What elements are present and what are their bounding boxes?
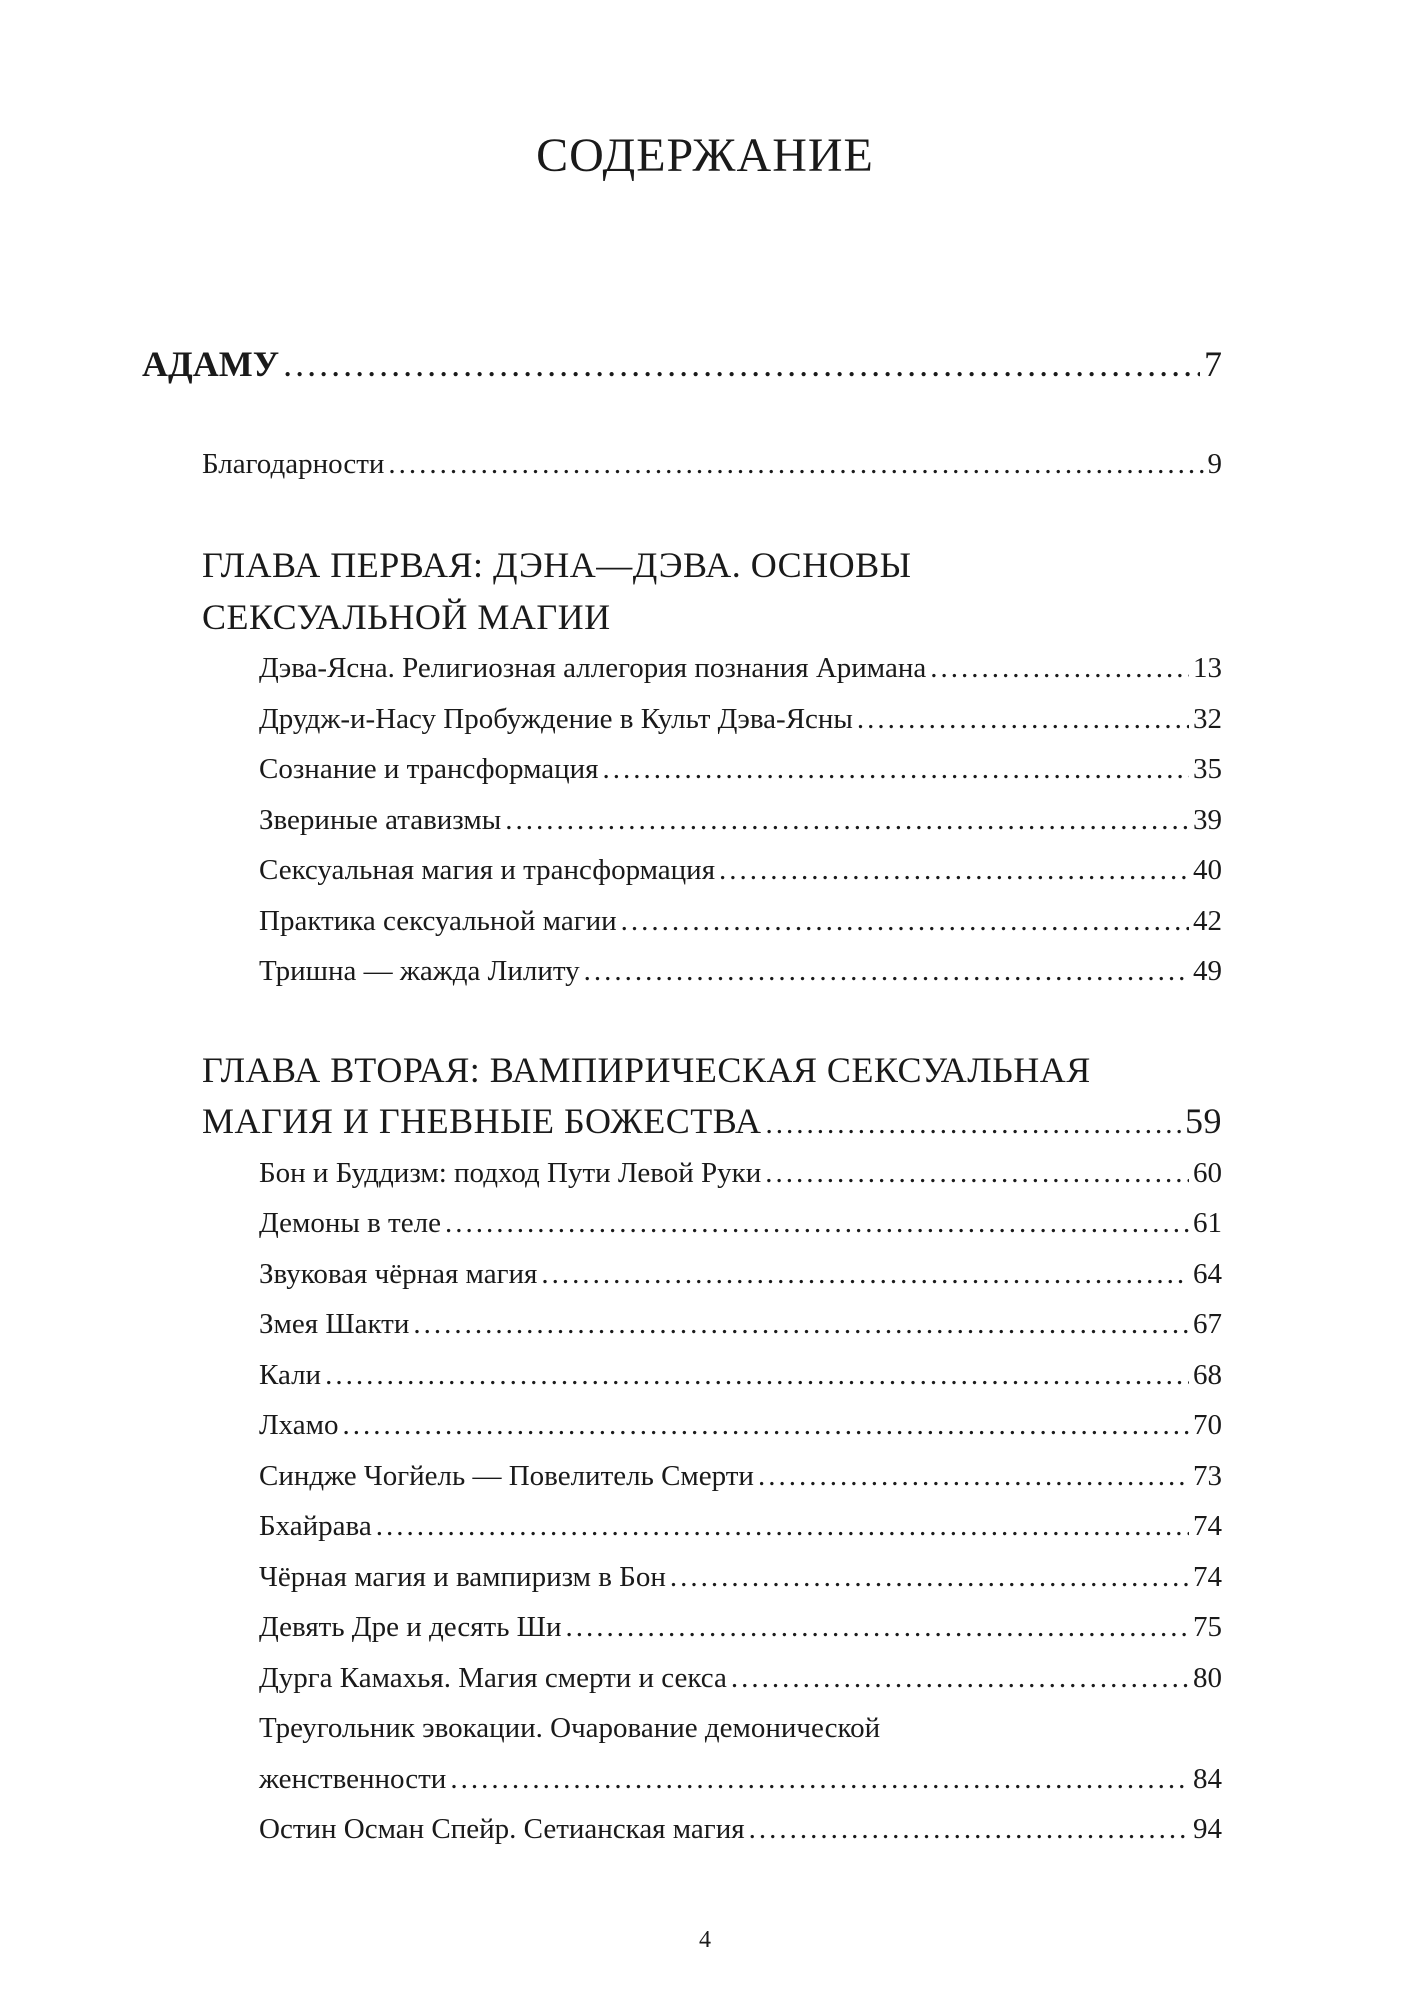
toc-page-number: 74 [1193,1510,1222,1542]
leader-dots [731,1662,1189,1695]
toc-entry[interactable] [259,1258,1222,1291]
toc-entry-label: Бхайрава [259,1510,372,1542]
toc-entry-label: Остин Осман Спейр. Сетианская магия [259,1813,745,1845]
toc-entry[interactable] [259,804,1222,837]
page-number: 4 [699,1927,711,1953]
toc-page-number: 42 [1193,905,1222,937]
toc-entry-label: Сексуальная магия и трансформация [259,854,716,886]
toc-entry[interactable] [259,1460,1222,1493]
leader-dots [584,955,1189,988]
toc-page-number: 59 [1185,1101,1222,1141]
toc-entry[interactable] [259,854,1222,887]
leader-dots [283,343,1200,385]
leader-dots [376,1510,1189,1543]
toc-entry-label: Бон и Буддизм: подход Пути Левой Руки [259,1157,762,1189]
leader-dots [445,1207,1189,1240]
toc-entry-label: Чёрная магия и вампиризм в Бон [259,1561,666,1593]
toc-page-number: 32 [1193,703,1222,735]
toc-entry[interactable] [259,1662,1222,1695]
toc-entry[interactable] [259,753,1222,786]
toc-entry-adamu[interactable] [142,343,1222,385]
toc-page-number: 73 [1193,1460,1222,1492]
toc-entry-label: Дурга Камахья. Магия смерти и секса [259,1662,727,1694]
toc-entry-triangle-line-2[interactable] [259,1763,1222,1796]
toc-entry-label: МАГИЯ И ГНЕВНЫЕ БОЖЕСТВА [202,1101,762,1141]
toc-entry[interactable] [259,905,1222,938]
toc-page-number: 75 [1193,1611,1222,1643]
leader-dots [765,1157,1189,1190]
leader-dots [719,854,1189,887]
toc-entry[interactable] [259,1359,1222,1392]
leader-dots [388,448,1203,481]
toc-entry-label: Друдж-и-Насу Пробуждение в Культ Дэва-Ясны [259,703,853,735]
toc-entry-label: АДАМУ [142,344,280,384]
toc-entry-label: Сознание и трансформация [259,753,599,785]
toc-entry-label: Дэва-Ясна. Религиозная аллегория познания Аримана [259,652,927,684]
toc-entry-label: Звуковая чёрная магия [259,1258,538,1290]
toc-entry-label: Практика сексуальной магии [259,905,617,937]
toc-page-number: 61 [1193,1207,1222,1239]
toc-entry[interactable] [259,1510,1222,1543]
toc-entry[interactable] [259,1561,1222,1594]
chapter-2-heading-line-2[interactable] [202,1100,1222,1142]
toc-page-number: 39 [1193,804,1222,836]
toc-entry-label: Змея Шакти [259,1308,410,1340]
toc-entry-label: Тришна — жажда Лилиту [259,955,580,987]
toc-entry-label: женственности [259,1763,447,1795]
leader-dots [766,1108,1181,1141]
leader-dots [541,1258,1189,1291]
leader-dots [450,1763,1189,1796]
chapter-2-heading-line-1[interactable]: ГЛАВА ВТОРАЯ: ВАМПИРИЧЕСКАЯ СЕКСУАЛЬНАЯ [202,1050,1091,1090]
toc-entry-thanks[interactable] [202,448,1222,481]
toc-entry-label: Демоны в теле [259,1207,441,1239]
leader-dots [758,1460,1189,1493]
toc-page-number: 68 [1193,1359,1222,1391]
leader-dots [603,753,1189,786]
toc-page-number: 64 [1193,1258,1222,1290]
toc-entry-label: Звериные атавизмы [259,804,502,836]
toc-page-number: 84 [1193,1763,1222,1795]
toc-page-number: 60 [1193,1157,1222,1189]
toc-entry-triangle-line-1[interactable]: Треугольник эвокации. Очарование демонической [259,1712,881,1744]
chapter-1-heading-line-2[interactable]: СЕКСУАЛЬНОЙ МАГИИ [202,597,611,637]
toc-page-number: 70 [1193,1409,1222,1441]
toc-entry-label: Лхамо [259,1409,339,1441]
leader-dots [343,1409,1189,1442]
toc-entry-label: Девять Дре и десять Ши [259,1611,562,1643]
toc-page-number: 49 [1193,955,1222,987]
toc-page-number: 35 [1193,753,1222,785]
toc-page-number: 67 [1193,1308,1222,1340]
toc-entry[interactable] [259,652,1222,685]
toc-entry[interactable] [259,1409,1222,1442]
leader-dots [621,905,1189,938]
toc-entry[interactable] [259,1308,1222,1341]
toc-page-number: 40 [1193,854,1222,886]
toc-page-number: 9 [1207,448,1222,480]
toc-page-number: 94 [1193,1813,1222,1845]
toc-entry[interactable] [259,955,1222,988]
toc-entry-label: Благодарности [202,448,385,480]
leader-dots [325,1359,1189,1392]
toc-entry-austin[interactable] [259,1813,1222,1846]
toc-entry-label: Кали [259,1359,322,1391]
toc-entry[interactable] [259,1207,1222,1240]
toc-page-number: 74 [1193,1561,1222,1593]
leader-dots [930,652,1189,685]
leader-dots [505,804,1189,837]
leader-dots [670,1561,1189,1594]
leader-dots [749,1813,1189,1846]
leader-dots [857,703,1189,736]
toc-page-number: 80 [1193,1662,1222,1694]
leader-dots [413,1308,1189,1341]
toc-entry[interactable] [259,1157,1222,1190]
toc-entry[interactable] [259,1611,1222,1644]
toc-page-number: 13 [1193,652,1222,684]
toc-entry[interactable] [259,703,1222,736]
leader-dots [565,1611,1189,1644]
page-title: СОДЕРЖАНИЕ [536,129,874,182]
chapter-1-heading-line-1[interactable]: ГЛАВА ПЕРВАЯ: ДЭНА—ДЭВА. ОСНОВЫ [202,545,912,585]
toc-entry-label: Синдже Чогйель — Повелитель Смерти [259,1460,754,1492]
toc-page-number: 7 [1204,344,1222,384]
